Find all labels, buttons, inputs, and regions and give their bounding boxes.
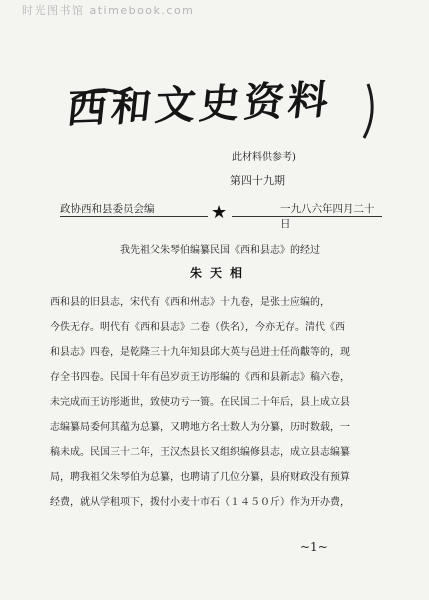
editor-line: 政协西和县委员会编 — [60, 203, 155, 215]
journal-title: 西和文史资料 — [64, 76, 335, 133]
body-line: 存全书四卷。民国十年有邑岁贡王访彤编的《西和县新志》稿六卷， — [50, 372, 350, 383]
reference-note: 此材料供参考) — [232, 152, 296, 163]
body-line: 稿未成。民国三十二年，王汉杰县长又组织编修县志，成立县志编纂 — [50, 447, 350, 458]
journal-masthead — [64, 62, 388, 142]
publication-header — [60, 201, 380, 230]
page-number: ~1~ — [300, 540, 328, 554]
body-line: 经费，就从学租项下，拨付小麦十市石（１４５０斤）作为开办费， — [50, 497, 350, 508]
article-title: 我先祖父朱琴伯编纂民国《西和县志》的经过 — [120, 245, 320, 256]
body-line: 志编纂局委何其蕴为总纂，又聘地方名士数人为分纂，历时数载，一 — [50, 422, 350, 433]
body-line: 未完成而王访彤逝世，致使功亏一篑。在民国二十年后，县上成立县 — [50, 397, 350, 408]
body-line: 和县志》四卷，是乾隆三十九年知县邱大英与邑进士任尚黻等的，现 — [50, 347, 350, 358]
body-line: 今佚无存。明代有《西和县志》二卷（佚名），今亦无存。清代《西 — [50, 322, 345, 333]
watermark: 时光图书馆 atimebook.com — [22, 4, 195, 17]
publication-date: 一九八六年四月二十日 — [280, 203, 375, 230]
article-body — [50, 290, 385, 515]
body-line: 西和县的旧县志，宋代有《西和州志》十九卷，是张士应编的， — [50, 297, 330, 308]
body-line: 局，聘我祖父朱琴伯为总纂，也聘请了几位分纂，县府财政没有预算 — [50, 472, 350, 483]
divider-left — [60, 216, 208, 217]
star-icon: ★ — [211, 202, 228, 223]
author: 朱天相 — [189, 266, 250, 280]
issue-number: 第四十九期 — [230, 174, 285, 187]
